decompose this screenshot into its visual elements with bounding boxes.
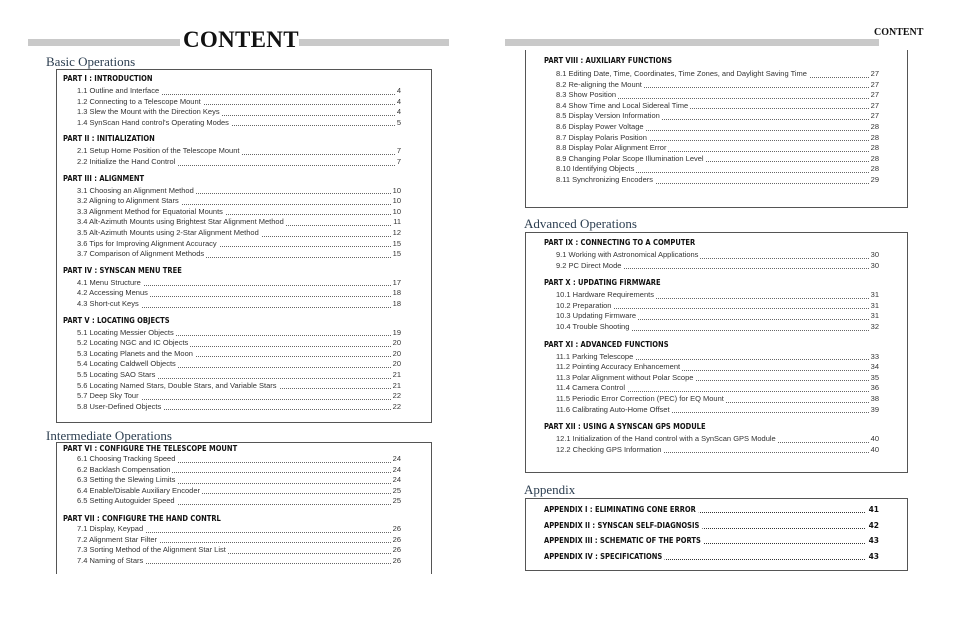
toc-entry-page: 28 bbox=[870, 132, 879, 142]
toc-entry-page: 40 bbox=[870, 444, 879, 454]
toc-entry-page: 28 bbox=[870, 164, 879, 174]
toc-entry-page: 31 bbox=[870, 290, 879, 300]
toc-entry[interactable] bbox=[556, 373, 879, 384]
toc-entry-page: 11 bbox=[393, 217, 401, 227]
toc-entry[interactable] bbox=[77, 97, 401, 108]
toc-entry-page: 28 bbox=[870, 143, 879, 153]
title-bar-left bbox=[28, 39, 180, 46]
toc-entry[interactable] bbox=[77, 239, 401, 250]
toc-entry-title: 6.4 Enable/Disable Auxiliary Encoder bbox=[77, 485, 200, 495]
toc-entry-page: 10 bbox=[392, 196, 401, 206]
toc-entry-page: 17 bbox=[392, 277, 401, 287]
toc-entry-page: 29 bbox=[870, 175, 879, 184]
toc-entry-title: 6.1 Choosing Tracking Speed bbox=[77, 454, 176, 463]
appendix-entry[interactable] bbox=[544, 520, 879, 532]
toc-entry[interactable] bbox=[77, 107, 401, 118]
toc-entry[interactable] bbox=[77, 349, 401, 360]
toc-entry-title: 3.7 Comparison of Alignment Methods bbox=[77, 249, 205, 259]
toc-entry-page: 4 bbox=[396, 107, 401, 117]
toc-entry-page: 39 bbox=[870, 404, 879, 414]
toc-entry[interactable] bbox=[77, 157, 401, 168]
appendix-entry[interactable] bbox=[544, 551, 879, 563]
toc-entry-page: 15 bbox=[392, 238, 401, 248]
toc-entry-title: 7.2 Alignment Star Filter bbox=[77, 534, 158, 544]
toc-entry-title: 10.3 Updating Firmware bbox=[556, 311, 637, 321]
part-heading: PART VI : CONFIGURE THE TELESCOPE MOUNT bbox=[63, 444, 238, 453]
toc-entry-page: 26 bbox=[392, 555, 401, 565]
toc-entry-page: 5 bbox=[396, 117, 401, 127]
toc-entry[interactable] bbox=[77, 391, 401, 402]
toc-entry-page: 7 bbox=[396, 146, 401, 156]
toc-entry[interactable] bbox=[77, 486, 401, 497]
part-heading: PART VIII : AUXILIARY FUNCTIONS bbox=[544, 56, 672, 65]
toc-entry-page: 25 bbox=[392, 496, 401, 506]
toc-entry-title: 3.6 Tips for Improving Alignment Accuracy bbox=[77, 238, 217, 248]
appendix-entry[interactable] bbox=[544, 504, 879, 516]
toc-box-appendix bbox=[525, 498, 908, 571]
toc-entry[interactable] bbox=[77, 249, 401, 260]
toc-entry-title: 7.1 Display, Keypad bbox=[77, 524, 144, 533]
toc-entry-title: 12.2 Checking GPS Information bbox=[556, 444, 662, 454]
toc-box-continued bbox=[525, 50, 908, 208]
page-title: CONTENT bbox=[183, 27, 299, 52]
toc-entry-title: 3.3 Alignment Method for Equatorial Mounts bbox=[77, 206, 223, 216]
toc-entry-page: 7 bbox=[396, 157, 401, 166]
toc-entry-page: 19 bbox=[392, 327, 401, 337]
toc-entry[interactable] bbox=[556, 322, 879, 333]
toc-entry-page: 38 bbox=[870, 394, 879, 403]
toc-entry-title: 5.8 User-Defined Objects bbox=[77, 401, 162, 411]
toc-entry[interactable] bbox=[77, 207, 401, 218]
appendix-title: APPENDIX I : ELIMINATING CONE ERROR bbox=[544, 504, 699, 516]
toc-entry[interactable] bbox=[77, 454, 401, 465]
toc-entry-title: 9.2 PC Direct Mode bbox=[556, 260, 622, 270]
toc-entry[interactable] bbox=[556, 394, 879, 405]
toc-entry-title: 11.2 Pointing Accuracy Enhancement bbox=[556, 362, 681, 372]
toc-entry-title: 8.3 Show Position bbox=[556, 90, 617, 100]
part-heading: PART IV : SYNSCAN MENU TREE bbox=[63, 265, 182, 275]
toc-entry-title: 6.2 Backlash Compensation bbox=[77, 464, 171, 474]
toc-entry-title: 11.5 Periodic Error Correction (PEC) for EQ Mount bbox=[556, 394, 724, 403]
toc-entry-title: 10.1 Hardware Requirements bbox=[556, 290, 654, 300]
toc-entry-page: 35 bbox=[870, 372, 879, 382]
toc-entry[interactable] bbox=[77, 535, 401, 546]
toc-entry-title: 5.7 Deep Sky Tour bbox=[77, 391, 139, 401]
toc-entry[interactable] bbox=[556, 80, 879, 91]
appendix-page: 43 bbox=[868, 551, 879, 561]
toc-box-intermediate bbox=[56, 442, 432, 574]
toc-entry[interactable] bbox=[556, 434, 879, 445]
toc-entry-page: 24 bbox=[392, 464, 401, 474]
toc-entry-title: 8.7 Display Polaris Position bbox=[556, 132, 647, 142]
toc-entry-title: 6.3 Setting the Slewing Limits bbox=[77, 475, 176, 485]
toc-entry-page: 24 bbox=[392, 454, 401, 463]
toc-entry-title: 5.6 Locating Named Stars, Double Stars, and Variable Stars bbox=[77, 380, 277, 390]
toc-entry-page: 40 bbox=[870, 434, 879, 444]
part-heading: PART X : UPDATING FIRMWARE bbox=[544, 278, 661, 288]
toc-entry[interactable] bbox=[77, 288, 401, 299]
toc-entry[interactable] bbox=[77, 556, 401, 567]
toc-entry-page: 25 bbox=[392, 485, 401, 495]
toc-entry-page: 27 bbox=[870, 111, 879, 121]
toc-entry-page: 4 bbox=[396, 86, 401, 95]
toc-entry-page: 36 bbox=[870, 383, 879, 393]
toc-entry-title: 5.1 Locating Messier Objects bbox=[77, 327, 174, 337]
toc-entry[interactable] bbox=[556, 290, 879, 301]
toc-entry[interactable] bbox=[77, 118, 401, 129]
toc-entry[interactable] bbox=[77, 338, 401, 349]
toc-entry-page: 21 bbox=[392, 370, 401, 379]
toc-entry[interactable] bbox=[77, 402, 401, 413]
toc-entry[interactable] bbox=[77, 545, 401, 556]
toc-entry[interactable] bbox=[77, 496, 401, 507]
toc-entry[interactable] bbox=[556, 311, 879, 322]
toc-entry-page: 27 bbox=[870, 100, 879, 110]
toc-entry-title: 8.6 Display Power Voltage bbox=[556, 122, 644, 131]
toc-entry-title: 11.1 Parking Telescope bbox=[556, 351, 634, 361]
part-heading: PART IX : CONNECTING TO A COMPUTER bbox=[544, 238, 696, 247]
appendix-title: APPENDIX IV : SPECIFICATIONS bbox=[544, 551, 665, 563]
toc-entry[interactable] bbox=[556, 362, 879, 373]
toc-entry-page: 12 bbox=[392, 228, 401, 237]
toc-entry-page: 24 bbox=[392, 475, 401, 485]
toc-entry[interactable] bbox=[556, 111, 879, 122]
toc-entry-page: 32 bbox=[870, 322, 879, 331]
section-title-basic: Basic Operations bbox=[46, 54, 136, 69]
toc-entry-page: 28 bbox=[870, 153, 879, 163]
toc-entry-title: 4.3 Short-cut Keys bbox=[77, 299, 139, 308]
toc-entry-title: 12.1 Initialization of the Hand control with a SynScan GPS Module bbox=[556, 434, 776, 444]
toc-entry-page: 21 bbox=[392, 380, 401, 390]
toc-entry[interactable] bbox=[556, 383, 879, 394]
toc-entry[interactable] bbox=[77, 278, 401, 289]
toc-entry[interactable] bbox=[77, 196, 401, 207]
toc-entry-page: 31 bbox=[870, 300, 879, 310]
toc-entry[interactable] bbox=[77, 299, 401, 310]
toc-entry-title: 1.1 Outline and Interface bbox=[77, 86, 160, 95]
toc-entry-title: 8.2 Re-aligning the Mount bbox=[556, 79, 642, 89]
toc-entry-page: 33 bbox=[870, 351, 879, 361]
toc-entry[interactable] bbox=[556, 143, 879, 154]
toc-entry-page: 30 bbox=[870, 260, 879, 270]
toc-entry-page: 20 bbox=[392, 359, 401, 369]
toc-entry-title: 9.1 Working with Astronomical Applications bbox=[556, 250, 699, 259]
toc-entry[interactable] bbox=[77, 370, 401, 381]
appendix-page: 42 bbox=[868, 520, 879, 530]
toc-entry-title: 1.3 Slew the Mount with the Direction Keys bbox=[77, 107, 220, 117]
toc-entry-title: 5.4 Locating Caldwell Objects bbox=[77, 359, 176, 369]
toc-entry[interactable] bbox=[77, 328, 401, 339]
toc-entry[interactable] bbox=[556, 445, 879, 456]
toc-entry[interactable] bbox=[77, 146, 401, 157]
toc-box-advanced bbox=[525, 232, 908, 473]
toc-entry[interactable] bbox=[77, 381, 401, 392]
toc-entry-title: 6.5 Setting Autoguider Speed bbox=[77, 496, 175, 506]
toc-entry-title: 5.5 Locating SAO Stars bbox=[77, 370, 156, 379]
toc-entry-title: 3.4 Alt-Azimuth Mounts using Brightest Star Alignment Method bbox=[77, 217, 284, 227]
toc-entry-title: 8.9 Changing Polar Scope Illumination Level bbox=[556, 153, 704, 163]
toc-entry[interactable] bbox=[77, 217, 401, 228]
toc-entry-title: 10.4 Trouble Shooting bbox=[556, 322, 630, 331]
toc-entry-title: 2.2 Initialize the Hand Control bbox=[77, 157, 176, 166]
toc-entry[interactable] bbox=[556, 69, 879, 80]
toc-entry-page: 26 bbox=[392, 524, 401, 533]
section-title-intermediate: Intermediate Operations bbox=[46, 428, 172, 443]
toc-entry[interactable] bbox=[556, 405, 879, 416]
toc-entry-page: 27 bbox=[870, 69, 879, 78]
toc-entry-page: 4 bbox=[396, 96, 401, 106]
toc-entry[interactable] bbox=[77, 359, 401, 370]
toc-entry-page: 28 bbox=[870, 122, 879, 131]
toc-entry-page: 27 bbox=[870, 90, 879, 100]
toc-entry-page: 18 bbox=[392, 299, 401, 308]
toc-entry[interactable] bbox=[77, 186, 401, 197]
toc-entry-title: 1.4 SynScan Hand control's Operating Modes bbox=[77, 117, 229, 127]
toc-entry-title: 8.8 Display Polar Alignment Error bbox=[556, 143, 667, 153]
toc-entry[interactable] bbox=[556, 352, 879, 363]
toc-entry[interactable] bbox=[556, 90, 879, 101]
toc-entry-title: 11.6 Calibrating Auto-Home Offset bbox=[556, 404, 670, 414]
toc-entry-title: 10.2 Preparation bbox=[556, 300, 612, 310]
toc-entry[interactable] bbox=[77, 228, 401, 239]
section-title-advanced: Advanced Operations bbox=[524, 216, 637, 231]
toc-entry-page: 31 bbox=[870, 311, 879, 321]
toc-entry[interactable] bbox=[556, 261, 879, 272]
toc-entry-page: 22 bbox=[392, 401, 401, 411]
toc-entry-title: 7.3 Sorting Method of the Alignment Star List bbox=[77, 545, 226, 555]
toc-entry-title: 8.11 Synchronizing Encoders bbox=[556, 175, 654, 184]
toc-entry-title: 1.2 Connecting to a Telescope Mount bbox=[77, 96, 201, 106]
toc-entry-title: 2.1 Setup Home Position of the Telescope Mount bbox=[77, 146, 240, 156]
appendix-entry[interactable] bbox=[544, 535, 879, 547]
toc-entry-title: 8.1 Editing Date, Time, Coordinates, Time Zones, and Daylight Saving Time bbox=[556, 69, 807, 78]
toc-box-basic bbox=[56, 69, 432, 423]
toc-entry[interactable] bbox=[77, 475, 401, 486]
toc-entry[interactable] bbox=[77, 524, 401, 535]
part-heading: PART II : INITIALIZATION bbox=[63, 134, 155, 144]
part-heading: PART VII : CONFIGURE THE HAND CONTRL bbox=[63, 514, 221, 523]
appendix-title: APPENDIX III : SCHEMATIC OF THE PORTS bbox=[544, 535, 704, 547]
toc-entry-page: 10 bbox=[392, 206, 401, 216]
toc-entry-title: 11.3 Polar Alignment without Polar Scope bbox=[556, 372, 694, 382]
toc-entry-page: 26 bbox=[392, 534, 401, 544]
part-heading: PART XII : USING A SYNSCAN GPS MODULE bbox=[544, 422, 706, 432]
toc-entry-title: 3.2 Aligning to Alignment Stars bbox=[77, 196, 179, 206]
part-heading: PART XI : ADVANCED FUNCTIONS bbox=[544, 339, 669, 349]
toc-entry[interactable] bbox=[77, 465, 401, 476]
part-heading: PART I : INTRODUCTION bbox=[63, 74, 153, 83]
toc-entry-page: 20 bbox=[392, 338, 401, 348]
toc-entry[interactable] bbox=[556, 175, 879, 186]
toc-entry[interactable] bbox=[556, 101, 879, 112]
toc-entry[interactable] bbox=[556, 154, 879, 165]
toc-entry[interactable] bbox=[556, 122, 879, 133]
toc-entry-page: 10 bbox=[392, 185, 401, 195]
title-bar-right bbox=[299, 39, 449, 46]
toc-entry[interactable] bbox=[556, 133, 879, 144]
section-title-appendix: Appendix bbox=[524, 482, 576, 497]
part-heading: PART III : ALIGNMENT bbox=[63, 173, 145, 183]
toc-entry-title: 8.5 Display Version Information bbox=[556, 111, 660, 121]
toc-entry-title: 8.10 Identifying Objects bbox=[556, 164, 635, 174]
toc-entry-page: 34 bbox=[870, 362, 879, 372]
toc-entry-page: 26 bbox=[392, 545, 401, 555]
toc-entry-page: 20 bbox=[392, 348, 401, 358]
toc-entry-title: 7.4 Naming of Stars bbox=[77, 555, 144, 565]
corner-title: CONTENT bbox=[874, 27, 924, 38]
toc-entry-page: 15 bbox=[392, 249, 401, 259]
toc-entry-page: 27 bbox=[870, 79, 879, 89]
toc-entry-title: 3.1 Choosing an Alignment Method bbox=[77, 185, 194, 195]
toc-entry[interactable] bbox=[556, 301, 879, 312]
toc-entry-page: 22 bbox=[392, 391, 401, 401]
toc-entry-page: 30 bbox=[870, 250, 879, 259]
part-heading: PART V : LOCATING OBJECTS bbox=[63, 315, 170, 325]
appendix-page: 43 bbox=[868, 536, 879, 545]
toc-entry-title: 5.3 Locating Planets and the Moon bbox=[77, 348, 193, 358]
toc-entry[interactable] bbox=[77, 86, 401, 97]
toc-entry-page: 18 bbox=[392, 288, 401, 298]
toc-entry-title: 4.1 Menu Structure bbox=[77, 277, 141, 287]
right-page bbox=[477, 0, 954, 618]
toc-entry[interactable] bbox=[556, 164, 879, 175]
toc-entry[interactable] bbox=[556, 250, 879, 261]
toc-entry-title: 5.2 Locating NGC and IC Objects bbox=[77, 338, 189, 348]
toc-entry-title: 8.4 Show Time and Local Sidereal Time bbox=[556, 100, 689, 110]
appendix-page: 41 bbox=[868, 505, 879, 514]
appendix-title: APPENDIX II : SYNSCAN SELF-DIAGNOSIS bbox=[544, 520, 702, 532]
toc-entry-title: 4.2 Accessing Menus bbox=[77, 288, 148, 298]
toc-entry-title: 11.4 Camera Control bbox=[556, 383, 626, 393]
header-bar bbox=[505, 39, 879, 46]
toc-entry-title: 3.5 Alt-Azimuth Mounts using 2-Star Alignment Method bbox=[77, 228, 259, 237]
